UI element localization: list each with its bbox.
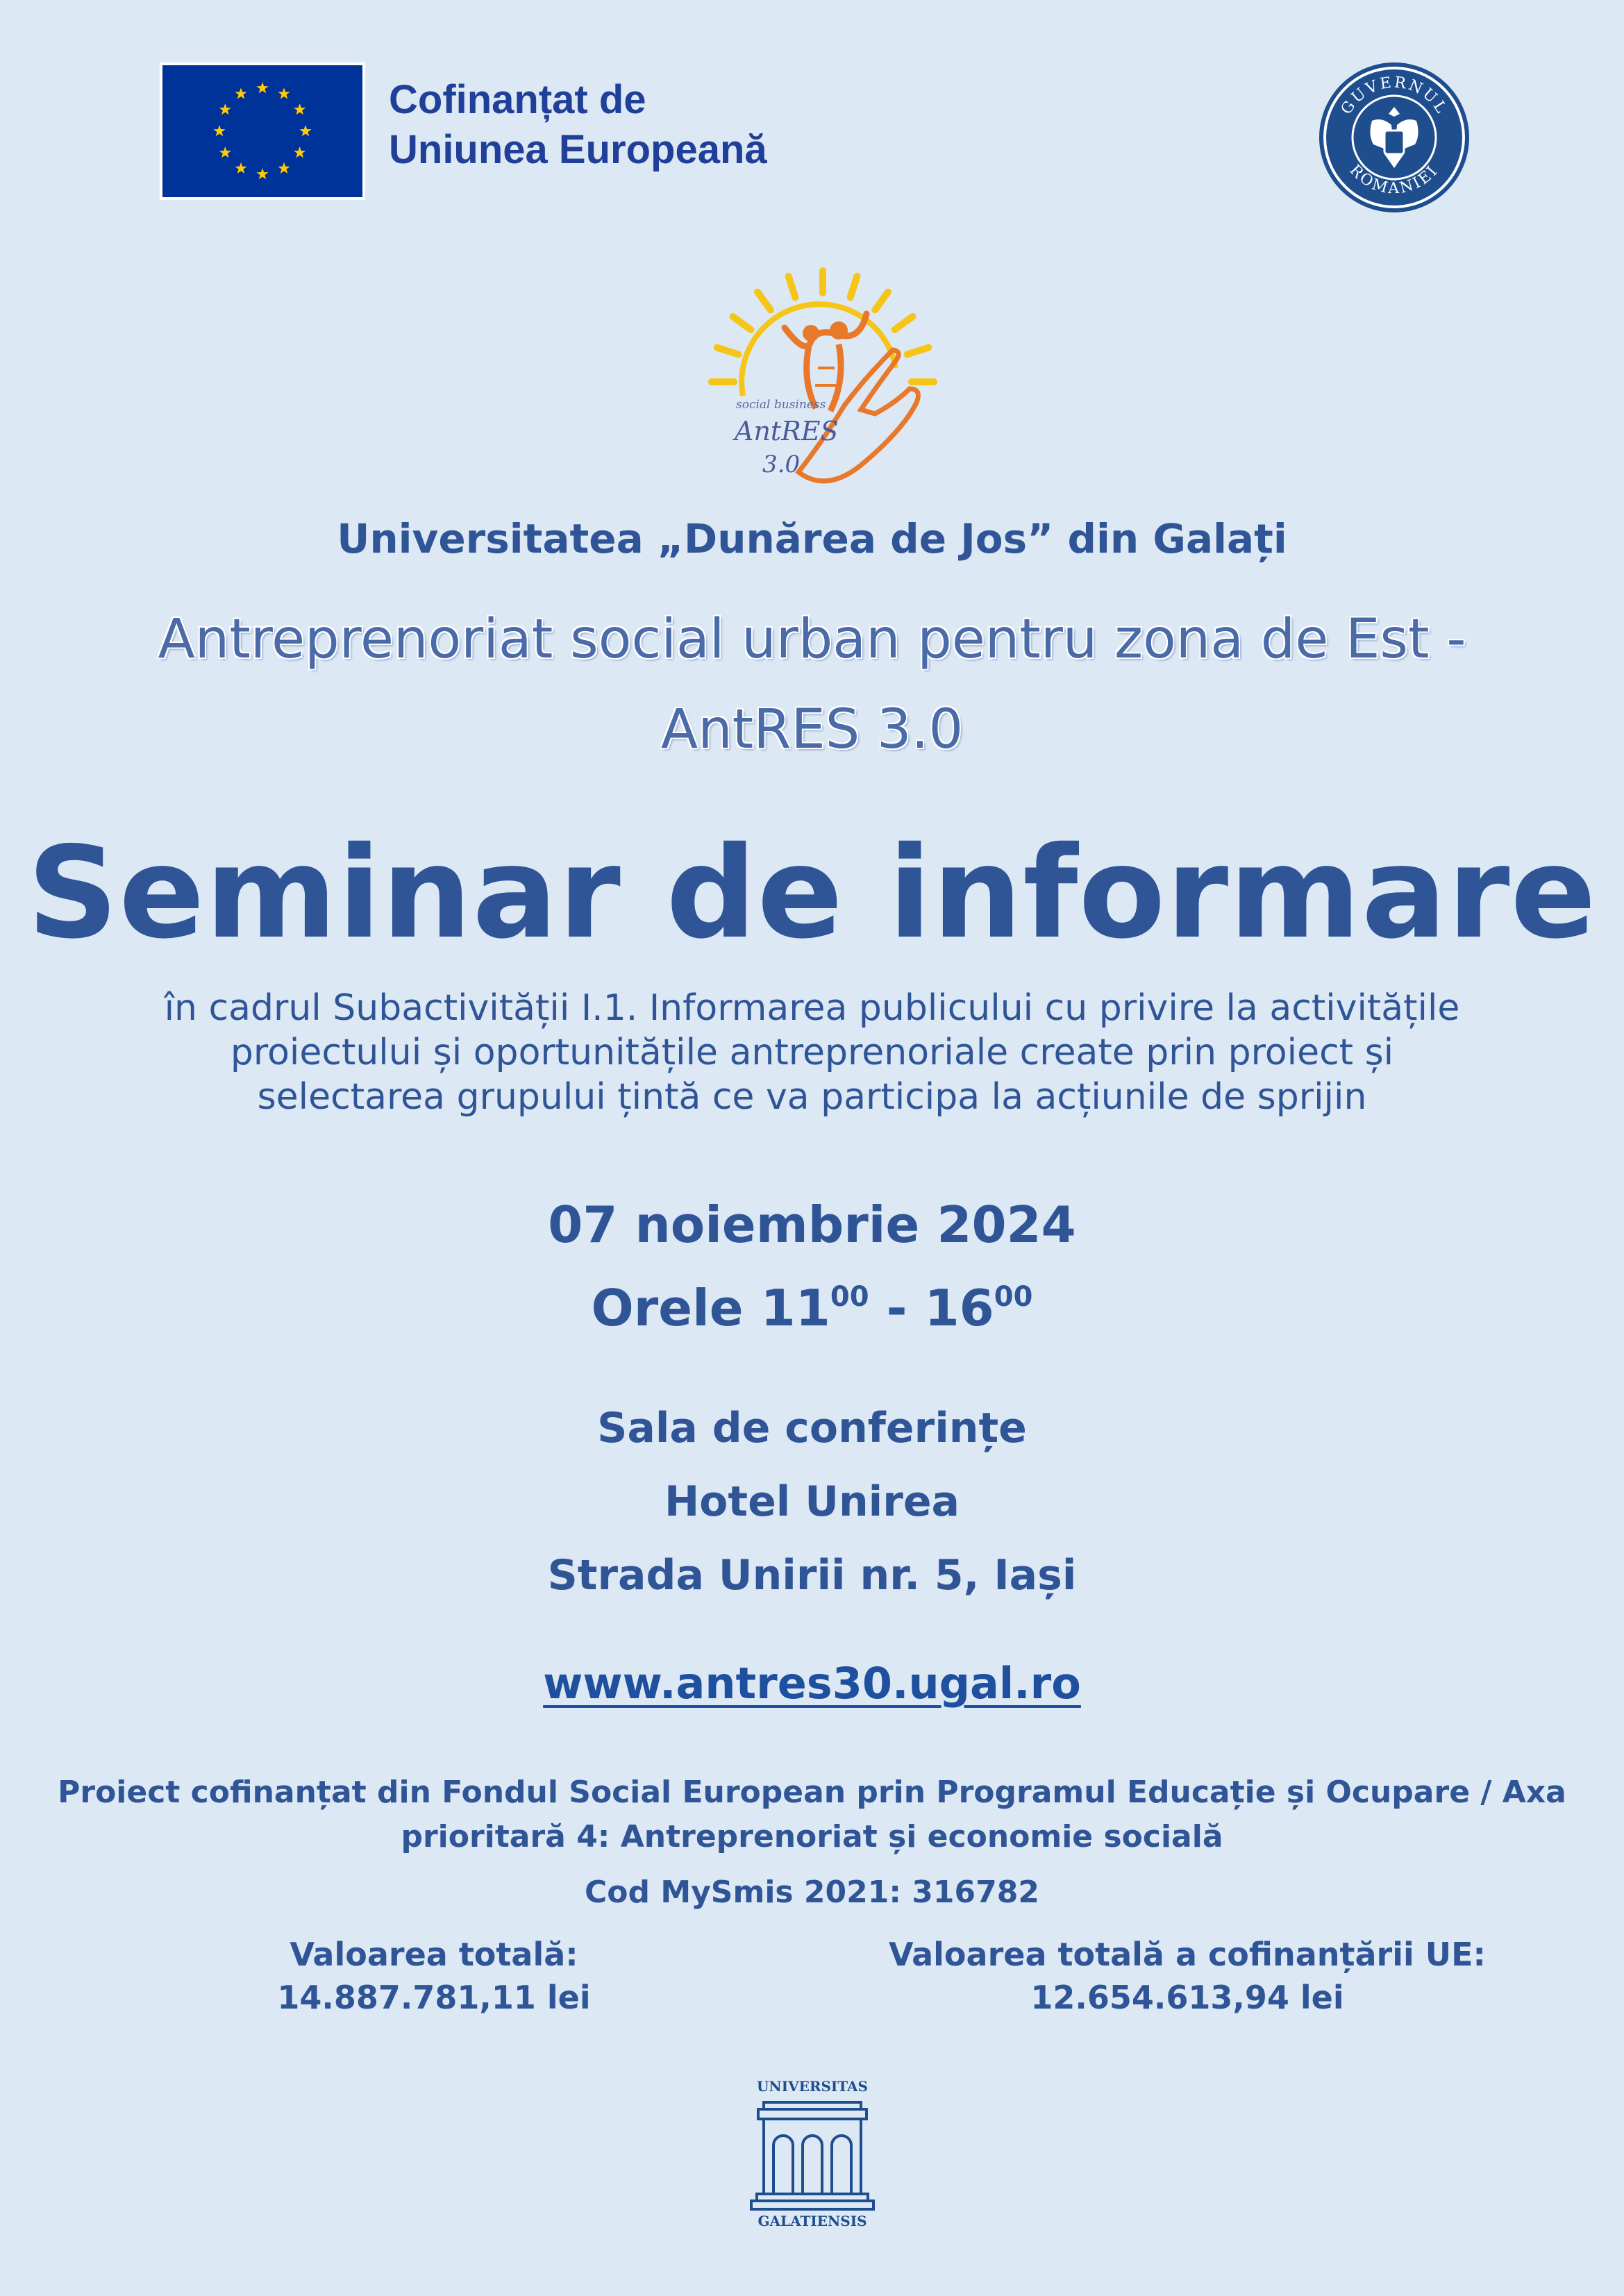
sun-ray-icon [757, 292, 771, 310]
sun-ray-icon [875, 292, 888, 310]
end-minutes: 00 [994, 1281, 1033, 1313]
project-title-line-1: Antreprenoriat social urban pentru zona de Est - [158, 608, 1466, 671]
eu-line-1: Cofinanțat de [389, 77, 646, 122]
sun-ray-icon [733, 317, 751, 330]
eu-value-label: Valoarea totală a cofinanțării UE: [889, 1936, 1486, 1973]
sun-ray-icon [895, 317, 913, 330]
logo-version: 3.0 [762, 451, 801, 478]
eu-star-icon [278, 87, 290, 99]
sun-ray-icon [907, 348, 929, 355]
eu-star-icon [219, 103, 231, 115]
total-value-amount: 14.887.781,11 lei [277, 1979, 591, 2016]
eu-star-icon [256, 82, 268, 93]
website-link[interactable]: www.antres30.ugal.ro [543, 1658, 1081, 1709]
eu-star-icon [219, 146, 231, 158]
event-date: 07 noiembrie 2024 [548, 1196, 1076, 1254]
eu-star-icon [278, 162, 290, 174]
logo-bottom-text: GALATIENSIS [757, 2213, 867, 2229]
sun-ray-icon [851, 276, 857, 298]
eu-star-icon [256, 168, 268, 179]
eu-value-block [882, 1933, 1493, 2019]
seminar-title: Seminar de informare [27, 819, 1597, 966]
mysmis-code: Cod MySmis 2021: 316782 [585, 1875, 1039, 1910]
university-name: Universitatea „Dunărea de Jos” din Galați [337, 515, 1287, 562]
funding-line-1: Proiect cofinanțat din Fondul Social European prin Programul Educație și Ocupare / Axa [58, 1775, 1566, 1810]
total-value-label: Valoarea totală: [290, 1936, 578, 1973]
svg-text:ROMÂNIEI: ROMÂNIEI [1346, 161, 1443, 198]
project-title-line-2: AntRES 3.0 [660, 698, 964, 761]
eu-flag-icon [160, 62, 365, 200]
description-line-3: selectarea grupului țintă ce va participa la acțiunile de sprijin [257, 1076, 1367, 1118]
description-line-1: în cadrul Subactivității I.1. Informarea publicului cu privire la activitățile [164, 987, 1460, 1029]
hours-separator: - 16 [869, 1279, 994, 1337]
antres-logo [694, 264, 958, 500]
eu-star-icon [299, 125, 311, 136]
event-hours [0, 1279, 1624, 1337]
venue-hotel: Hotel Unirea [664, 1477, 960, 1526]
venue-street: Strada Unirii nr. 5, Iași [547, 1551, 1077, 1600]
svg-text:GUVERNUL: GUVERNUL [1337, 74, 1451, 118]
funding-statement [0, 1770, 1624, 1859]
eu-value-amount: 12.654.613,94 lei [1030, 1979, 1344, 2016]
project-title [0, 594, 1624, 775]
start-minutes: 00 [830, 1281, 869, 1313]
logo-small-text: social business [736, 398, 826, 412]
eu-line-2: Uniunea Europeană [389, 127, 767, 172]
university-logo-icon [743, 2075, 882, 2229]
total-value-block [208, 1933, 660, 2019]
eu-star-icon [213, 125, 225, 136]
sun-ray-icon [717, 348, 739, 355]
eu-star-icon [235, 87, 246, 99]
logo-name: AntRES [735, 416, 839, 446]
eu-star-icon [294, 103, 305, 115]
eu-star-icon [235, 162, 246, 174]
eu-star-icon [294, 146, 305, 158]
government-seal-icon [1318, 61, 1471, 214]
seminar-description [0, 986, 1624, 1119]
description-line-2: proiectului și oportunitățile antreprenoriale create prin proiect și [230, 1032, 1394, 1073]
eu-cofinancing-text [389, 75, 767, 175]
sun-ray-icon [789, 276, 796, 298]
logo-top-text: UNIVERSITAS [756, 2078, 869, 2095]
venue-hall: Sala de conferințe [597, 1404, 1027, 1452]
funding-line-2: prioritară 4: Antreprenoriat și economie socială [401, 1819, 1223, 1854]
hours-prefix: Orele 11 [591, 1279, 830, 1337]
